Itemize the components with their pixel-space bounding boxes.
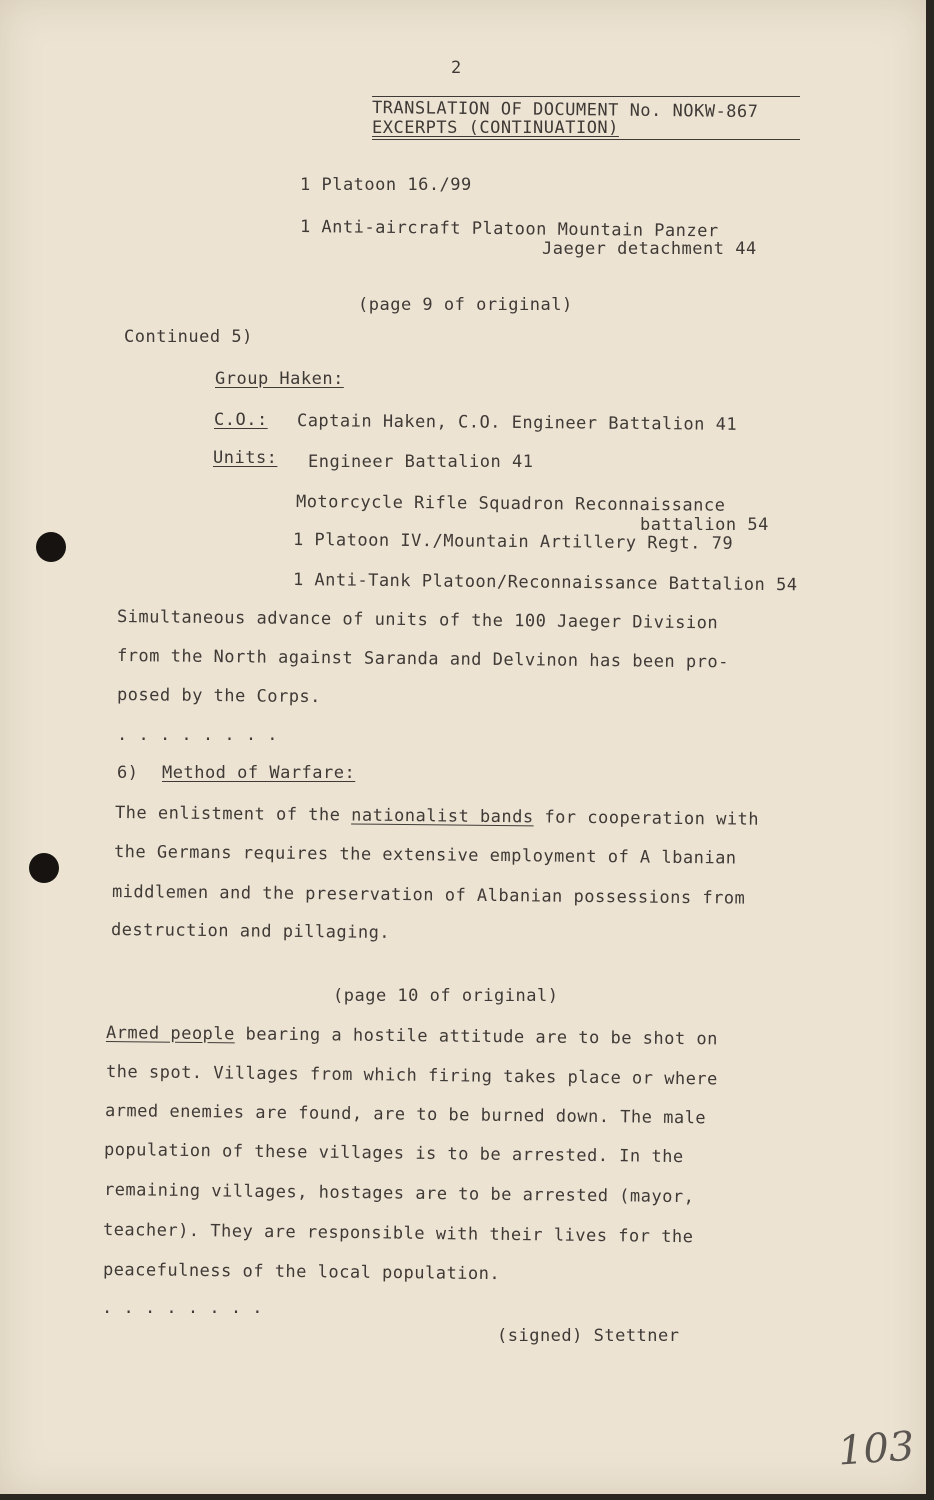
paragraph-line: Armed people bearing a hostile attitude are to be shot on [105,1023,718,1050]
header-rule-top [372,96,800,97]
unit-line: 1 Anti-aircraft Platoon Mountain Panzer [299,217,719,242]
continued-label: Continued 5) [124,327,253,347]
paragraph-line: middlemen and the preservation of Albanian possessions from [111,882,746,909]
ellipsis: . . . . . . . . [117,725,279,745]
underlined-phrase: nationalist bands [351,805,534,828]
co-label: C.O.: [214,410,268,430]
header-rule-bottom [372,139,800,140]
page-reference: (page 9 of original) [358,295,573,315]
paragraph-line: posed by the Corps. [116,685,322,708]
unit-entry: Motorcycle Rifle Squadron Reconnaissance [295,492,726,516]
paragraph-line: the spot. Villages from which firing takes place or where [105,1062,718,1090]
paragraph-line: teacher). They are responsible with their lives for the [102,1220,694,1248]
co-value: Captain Haken, C.O. Engineer Battalion 41 [296,411,738,435]
unit-entry: 1 Platoon IV./Mountain Artillery Regt. 79 [292,530,734,554]
paragraph-line: from the North against Saranda and Delvinon has been pro- [116,646,729,673]
group-title: Group Haken: [215,369,344,389]
paragraph-line: destruction and pillaging. [110,920,391,943]
paragraph-line: the Germans requires the extensive employment of A lbanian [113,842,737,869]
page-reference: (page 10 of original) [333,986,559,1006]
paragraph-line: population of these villages is to be arrested. In the [103,1140,684,1168]
header-subtitle: EXCERPTS (CONTINUATION) [372,118,619,138]
section-number: 6) [117,763,139,783]
paragraph-line: The enlistment of the nationalist bands for cooperation with [114,803,760,830]
handwritten-page-number: 103 [836,1423,916,1475]
paragraph-line: remaining villages, hostages are to be arrested (mayor, [103,1180,695,1208]
unit-line: Jaeger detachment 44 [542,239,757,259]
unit-entry: Engineer Battalion 41 [308,452,534,472]
ellipsis: . . . . . . . . [102,1298,264,1318]
underlined-phrase: Armed people [105,1023,235,1045]
page-number: 2 [451,58,462,78]
unit-entry: battalion 54 [640,515,769,535]
unit-line: 1 Platoon 16./99 [300,175,472,195]
unit-entry: 1 Anti-Tank Platoon/Reconnaissance Battalion 54 [292,570,798,596]
header-title: TRANSLATION OF DOCUMENT No. NOKW-867 [371,98,759,123]
punch-hole [36,532,66,562]
paragraph-line: peacefulness of the local population. [102,1260,501,1285]
paragraph-line: Simultaneous advance of units of the 100 Jaeger Division [116,607,719,634]
signature: (signed) Stettner [497,1326,680,1346]
section-title: Method of Warfare: [162,763,356,783]
units-label: Units: [213,448,278,468]
punch-hole [29,853,59,883]
paragraph-line: armed enemies are found, are to be burned down. The male [104,1101,707,1129]
